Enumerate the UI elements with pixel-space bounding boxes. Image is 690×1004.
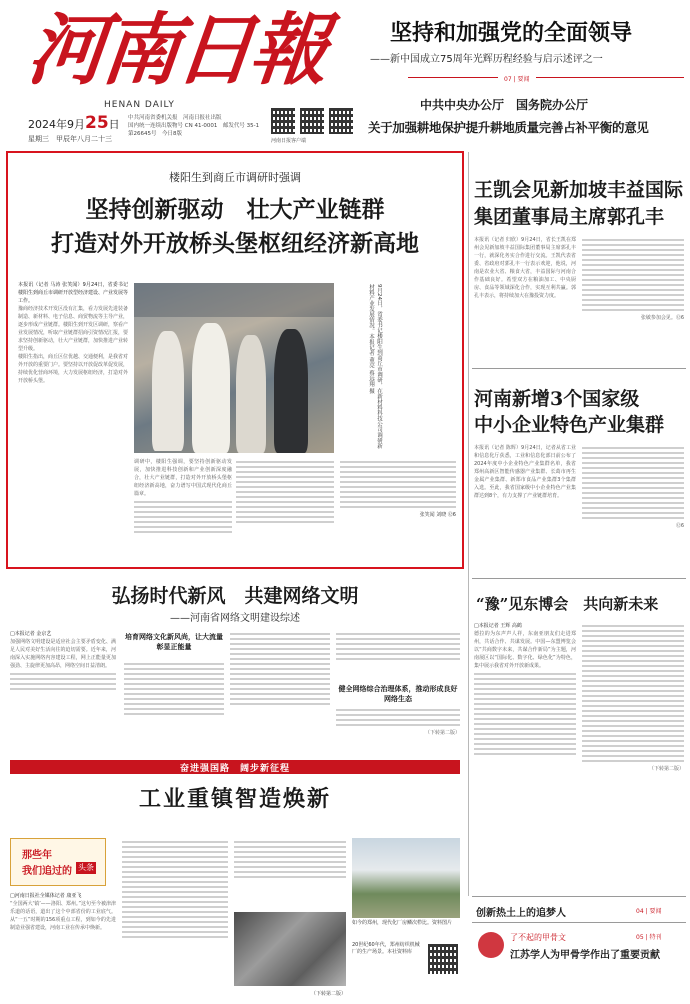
culture-subhead-2: 健全网络综合治理体系，推动形成良好网络生态	[338, 685, 458, 703]
culture-story-subtitle: ——河南省网络文明建设综述	[170, 613, 300, 624]
divider	[472, 922, 686, 923]
story-wangkai-title-2[interactable]: 集团董事局主席郭孔丰	[474, 206, 665, 228]
weekday-lunar: 星期三 甲辰年八月二十三	[28, 135, 112, 143]
story-wangkai-ref: 张敏参加会见。⑫6	[640, 315, 684, 321]
newspaper-title: 河南日報	[23, 5, 329, 96]
culture-story-ref: （下转第二版）	[424, 730, 460, 736]
divider	[536, 77, 684, 78]
industry-story-ref: （下转第二版）	[310, 991, 346, 997]
issue-info-line1: 中共河南省委机关报 河南日报社出版	[128, 115, 222, 121]
industry-photo-archive[interactable]	[234, 912, 346, 986]
footer-link-oracle-ref[interactable]: 05 | 特刊	[636, 934, 662, 941]
lead-photo-caption: 9月24日，省委书记楼阳生到商丘市调研，在新材料科技公司调研新材料产业发展情况。本报记者 董亮 蔡远翔 摄	[368, 284, 382, 449]
industry-story-column	[10, 892, 116, 1000]
series-badge-line2: 我们追过的	[22, 866, 72, 877]
series-banner-text: 奋进强国路 阔步新征程	[179, 764, 290, 774]
expo-story-ref: （下转第二版）	[648, 766, 684, 772]
lead-story-column	[340, 458, 456, 568]
masthead	[0, 0, 360, 150]
story-wangkai-title-1[interactable]: 王凯会见新加坡丰益国际	[474, 179, 684, 201]
divider	[472, 896, 686, 897]
expo-story-title[interactable]: “豫”见东博会 共向新未来	[476, 595, 659, 613]
headline-leadership[interactable]: 坚持和加强党的全面领导	[390, 20, 633, 46]
series-badge-stamp: 头条	[78, 863, 94, 872]
industry-story-column	[234, 838, 346, 908]
divider	[472, 368, 686, 369]
story-clusters-body	[474, 444, 576, 572]
qr-code-icon[interactable]	[428, 944, 458, 974]
culture-story-byline: □本报记者 金京艺	[10, 631, 52, 637]
lead-story-column	[236, 458, 334, 568]
divider	[408, 77, 498, 78]
industry-story-byline: □河南日报社全媒体记者 康亚飞	[10, 893, 82, 899]
footer-link-dreamers[interactable]: 创新热土上的追梦人	[476, 908, 566, 919]
qr-code-icon[interactable]	[329, 108, 353, 134]
industry-photo-modern[interactable]	[352, 838, 460, 918]
lead-story-body: 楼阳生指出，商丘区位优越、交通便利，是我省对外开放的重要门户。要坚持以开放促改革促发展，持续优化营商环境，大力发展枢纽经济，打造对外开放桥头堡。	[18, 354, 128, 384]
story-wangkai-body	[474, 236, 576, 364]
lead-story-body: 调研中，楼阳生强调，要坚持创新驱动发展，加快推进科技创新和产业创新深度融合，壮大产业链群，打造对外开放桥头堡枢纽经济新高地，奋力谱写中国式现代化商丘篇章。	[134, 459, 232, 497]
story-clusters-title-1[interactable]: 河南新增3个国家级	[474, 388, 640, 410]
industry-story-body: “全国两大‘镇’——洛阳、郑州。”这句至今被津津乐道的话语，道出了这个中部省份的工业底气。从“一五”时期的156项重点工程，到如今的先进制造业强省建设，河南工业在传承中焕新。	[10, 901, 116, 931]
top-right-headlines	[368, 0, 686, 150]
newspaper-english-title: HENAN DAILY	[104, 100, 175, 110]
culture-story-column	[336, 706, 460, 752]
qr-code-icon[interactable]	[271, 108, 295, 134]
footer-link-oracle[interactable]: 江苏学人为甲骨学作出了重要贡献	[510, 950, 660, 961]
lead-story-byline: 本报讯（记者 马涛 张笑闻）9月24日，省委书记楼阳生到商丘市调研开放型经济建设、产业发展等工作。	[18, 282, 128, 304]
expo-story-column	[582, 622, 684, 854]
story-clusters-text: 本报讯（记者 陈辉）9月24日，记者从省工业和信息化厅获悉，工业和信息化部日前公布了2024年度中小企业特色产业集群名单，我省郑州高新区智能传感器产业集群、长葛市再生金属产业集群、新郑市食品产业集群3个集群入选。至此，我省国家级中小企业特色产业集群达到8个，有力支撑了产业链群培育。	[474, 445, 576, 499]
lead-story-title-2[interactable]: 打造对外开放桥头堡枢纽经济新高地	[51, 230, 419, 257]
headline-farmland[interactable]: 关于加强耕地保护提升耕地质量完善占补平衡的意见	[368, 120, 649, 135]
industry-photo-modern-caption: 如今的郑州，现代化厂房鳞次栉比。资料图片	[352, 920, 453, 926]
lead-story-column	[134, 458, 232, 568]
culture-story-column	[124, 660, 224, 752]
divider	[472, 578, 686, 579]
footer-oracle-icon	[478, 932, 504, 958]
expo-story-byline: □本报记者 王辉 高鹤	[474, 623, 522, 629]
qr-caption: 河南日报客户端	[271, 138, 307, 144]
industry-story-title[interactable]: 工业重镇智造焕新	[138, 786, 331, 812]
lead-story-ref: 张笑闻 刘晓 ⑫6	[419, 512, 456, 518]
culture-subhead-1: 培育网络文化新风尚，让大流量彰显正能量	[125, 633, 223, 651]
story-clusters-title-2[interactable]: 中小企业特色产业集群	[474, 414, 665, 436]
footer-link-oracle-kicker: 了不起的甲骨文	[510, 933, 566, 942]
lead-story-photo[interactable]	[134, 283, 334, 453]
expo-story-body: 德拉的为东声声人祥，东南亚朋友们走进郑州，共话合作、共谋发展。中国—东盟博览会以“共商数字未来，共谋合作新局”为主题，河南展区以“国际化、数字化、绿色化”为特色，集中展示我省对外开放新成果。	[474, 631, 576, 669]
issue-info-line2: 国内统一连续出版物号 CN 41-0001 邮发代号 35-1	[128, 123, 260, 129]
culture-story-column	[336, 630, 460, 680]
date-year-month: 2024年9月	[28, 118, 85, 131]
issue-info	[128, 114, 268, 138]
date-day: 25	[85, 113, 109, 133]
culture-story-body: 加强网络文明建设是适应社会主要矛盾变化、满足人民对美好生活向往的迫切需要。近年来，河南深入实施网络内容建设工程，网上正能量更加强劲、主旋律更加高昂，网络空间日益清朗。	[10, 639, 116, 669]
industry-story-column	[122, 838, 228, 1000]
footer-link-dreamers-ref[interactable]: 04 | 要闻	[636, 908, 662, 915]
issue-info-line3: 第26645号 今日8版	[128, 131, 182, 137]
lead-story-kicker: 楼阳生到商丘市调研时强调	[169, 171, 301, 184]
expo-story-column	[474, 622, 576, 854]
date-suffix: 日	[108, 118, 120, 131]
story-wangkai-text: 本报讯（记者 归欣）9月24日，省长王凯在郑州会见新加坡丰益国际集团董事局主席郭孔丰一行，就深化务实合作进行交流。王凯代表省委、省政府对郭孔丰一行表示欢迎，他说，河南是农业大省、粮食大省，丰益国际与河南合作基础良好。希望双方在粮油加工、中央厨房、食品等领域深化合作，实现互利共赢。郭孔丰表示，将持续加大在豫投资力度。	[474, 237, 576, 299]
culture-story-column	[230, 630, 330, 752]
headline-leadership-subtitle: ——新中国成立75周年光辉历程经验与启示述评之一	[370, 54, 603, 65]
headline-offices-kicker: 中共中央办公厅 国务院办公厅	[420, 98, 589, 112]
lead-story-body: 豫商经济技术开发区没有汇集，看力发展先进装备制造、新材料、电子信息、商贸物流等主导产业，逐步形成产业链群。楼阳生到开发区调研，察看产业发展情况，听取产业链群招商引资情况汇报，要求坚持创新驱动，壮大产业链群，加快推进产业转型升级。	[18, 306, 128, 352]
lead-story-column	[18, 281, 128, 573]
culture-story-title[interactable]: 弘扬时代新风 共建网络文明	[111, 585, 359, 607]
story-clusters-ref: ⑫6	[675, 523, 684, 529]
series-badge-line1: 那些年	[22, 850, 52, 861]
lead-story-title-1[interactable]: 坚持创新驱动 壮大产业链群	[85, 196, 385, 223]
story-clusters-body	[582, 444, 684, 572]
qr-code-icon[interactable]	[300, 108, 324, 134]
industry-photo-archive-caption: 20世纪60年代，郑州纺织机械厂的生产场景。本社资料库	[352, 942, 420, 955]
culture-story-column	[10, 630, 116, 752]
column-rule	[468, 152, 469, 896]
story-wangkai-body	[582, 236, 684, 364]
page-ref-07[interactable]: 07 | 要闻	[504, 76, 530, 83]
issue-date	[28, 113, 120, 133]
